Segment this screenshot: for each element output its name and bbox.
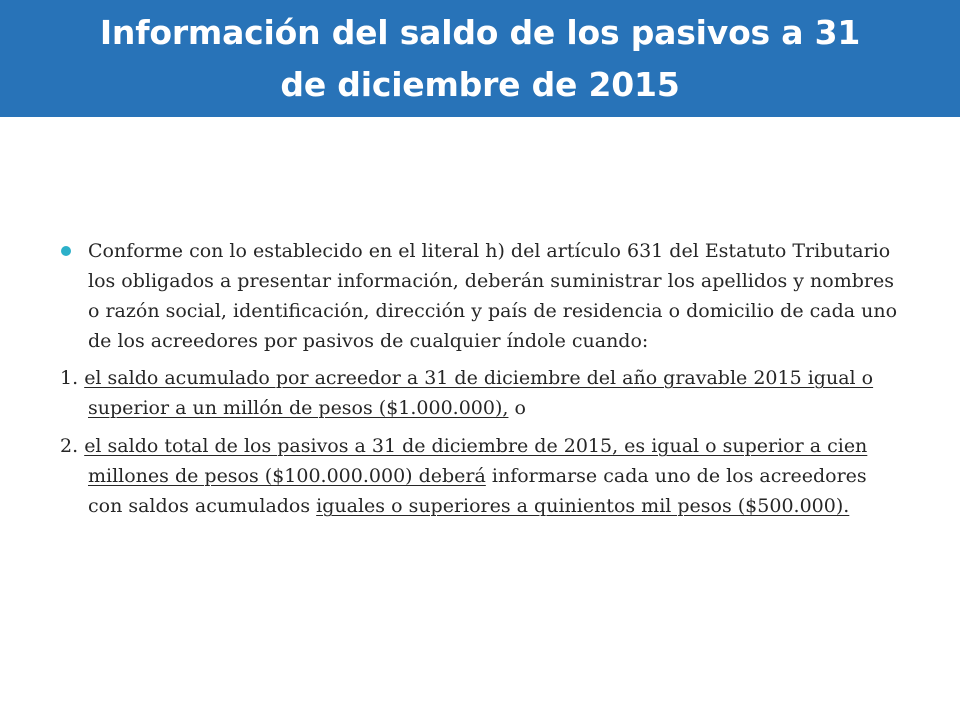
bullet-text: Conforme con lo establecido en el literal h) del artículo 631 del Estatuto Tributario los obligados a presentar información, deberán suministrar los apellidos y nombres o razón social, identificación, dirección y país de residencia o domicilio de cada uno de los acreedores por pasivos de cualquier índole cuando: (88, 240, 898, 352)
slide-title-line-2: de diciembre de 2015 (280, 64, 680, 104)
item-1-text: el saldo acumulado por acreedor a 31 de diciembre del año gravable 2015 igual o superior a un millón de pesos ($1.000.000), (84, 367, 874, 419)
numbered-item-2 (60, 431, 900, 521)
bullet-paragraph (60, 236, 900, 356)
item-1-connector: o (514, 397, 526, 419)
bullet-dot-icon (61, 246, 71, 256)
item-2-text-a: el saldo total de los pasivos a 31 de diciembre de 2015, es igual o superior a cien millones de pesos ($100.000.000) deberá (84, 435, 868, 487)
title-bar (0, 0, 960, 117)
numbered-item-1 (60, 363, 900, 423)
item-2-number: 2. (60, 435, 79, 457)
slide-title-line-1: Información del saldo de los pasivos a 31 (99, 12, 861, 52)
item-2-text-c: iguales o superiores a quinientos mil pesos ($500.000). (316, 495, 850, 517)
item-1-number: 1. (60, 367, 79, 389)
slide-content (60, 236, 900, 529)
item-2-text-b: informarse cada uno de los acreedores con saldos acumulados (88, 465, 867, 517)
